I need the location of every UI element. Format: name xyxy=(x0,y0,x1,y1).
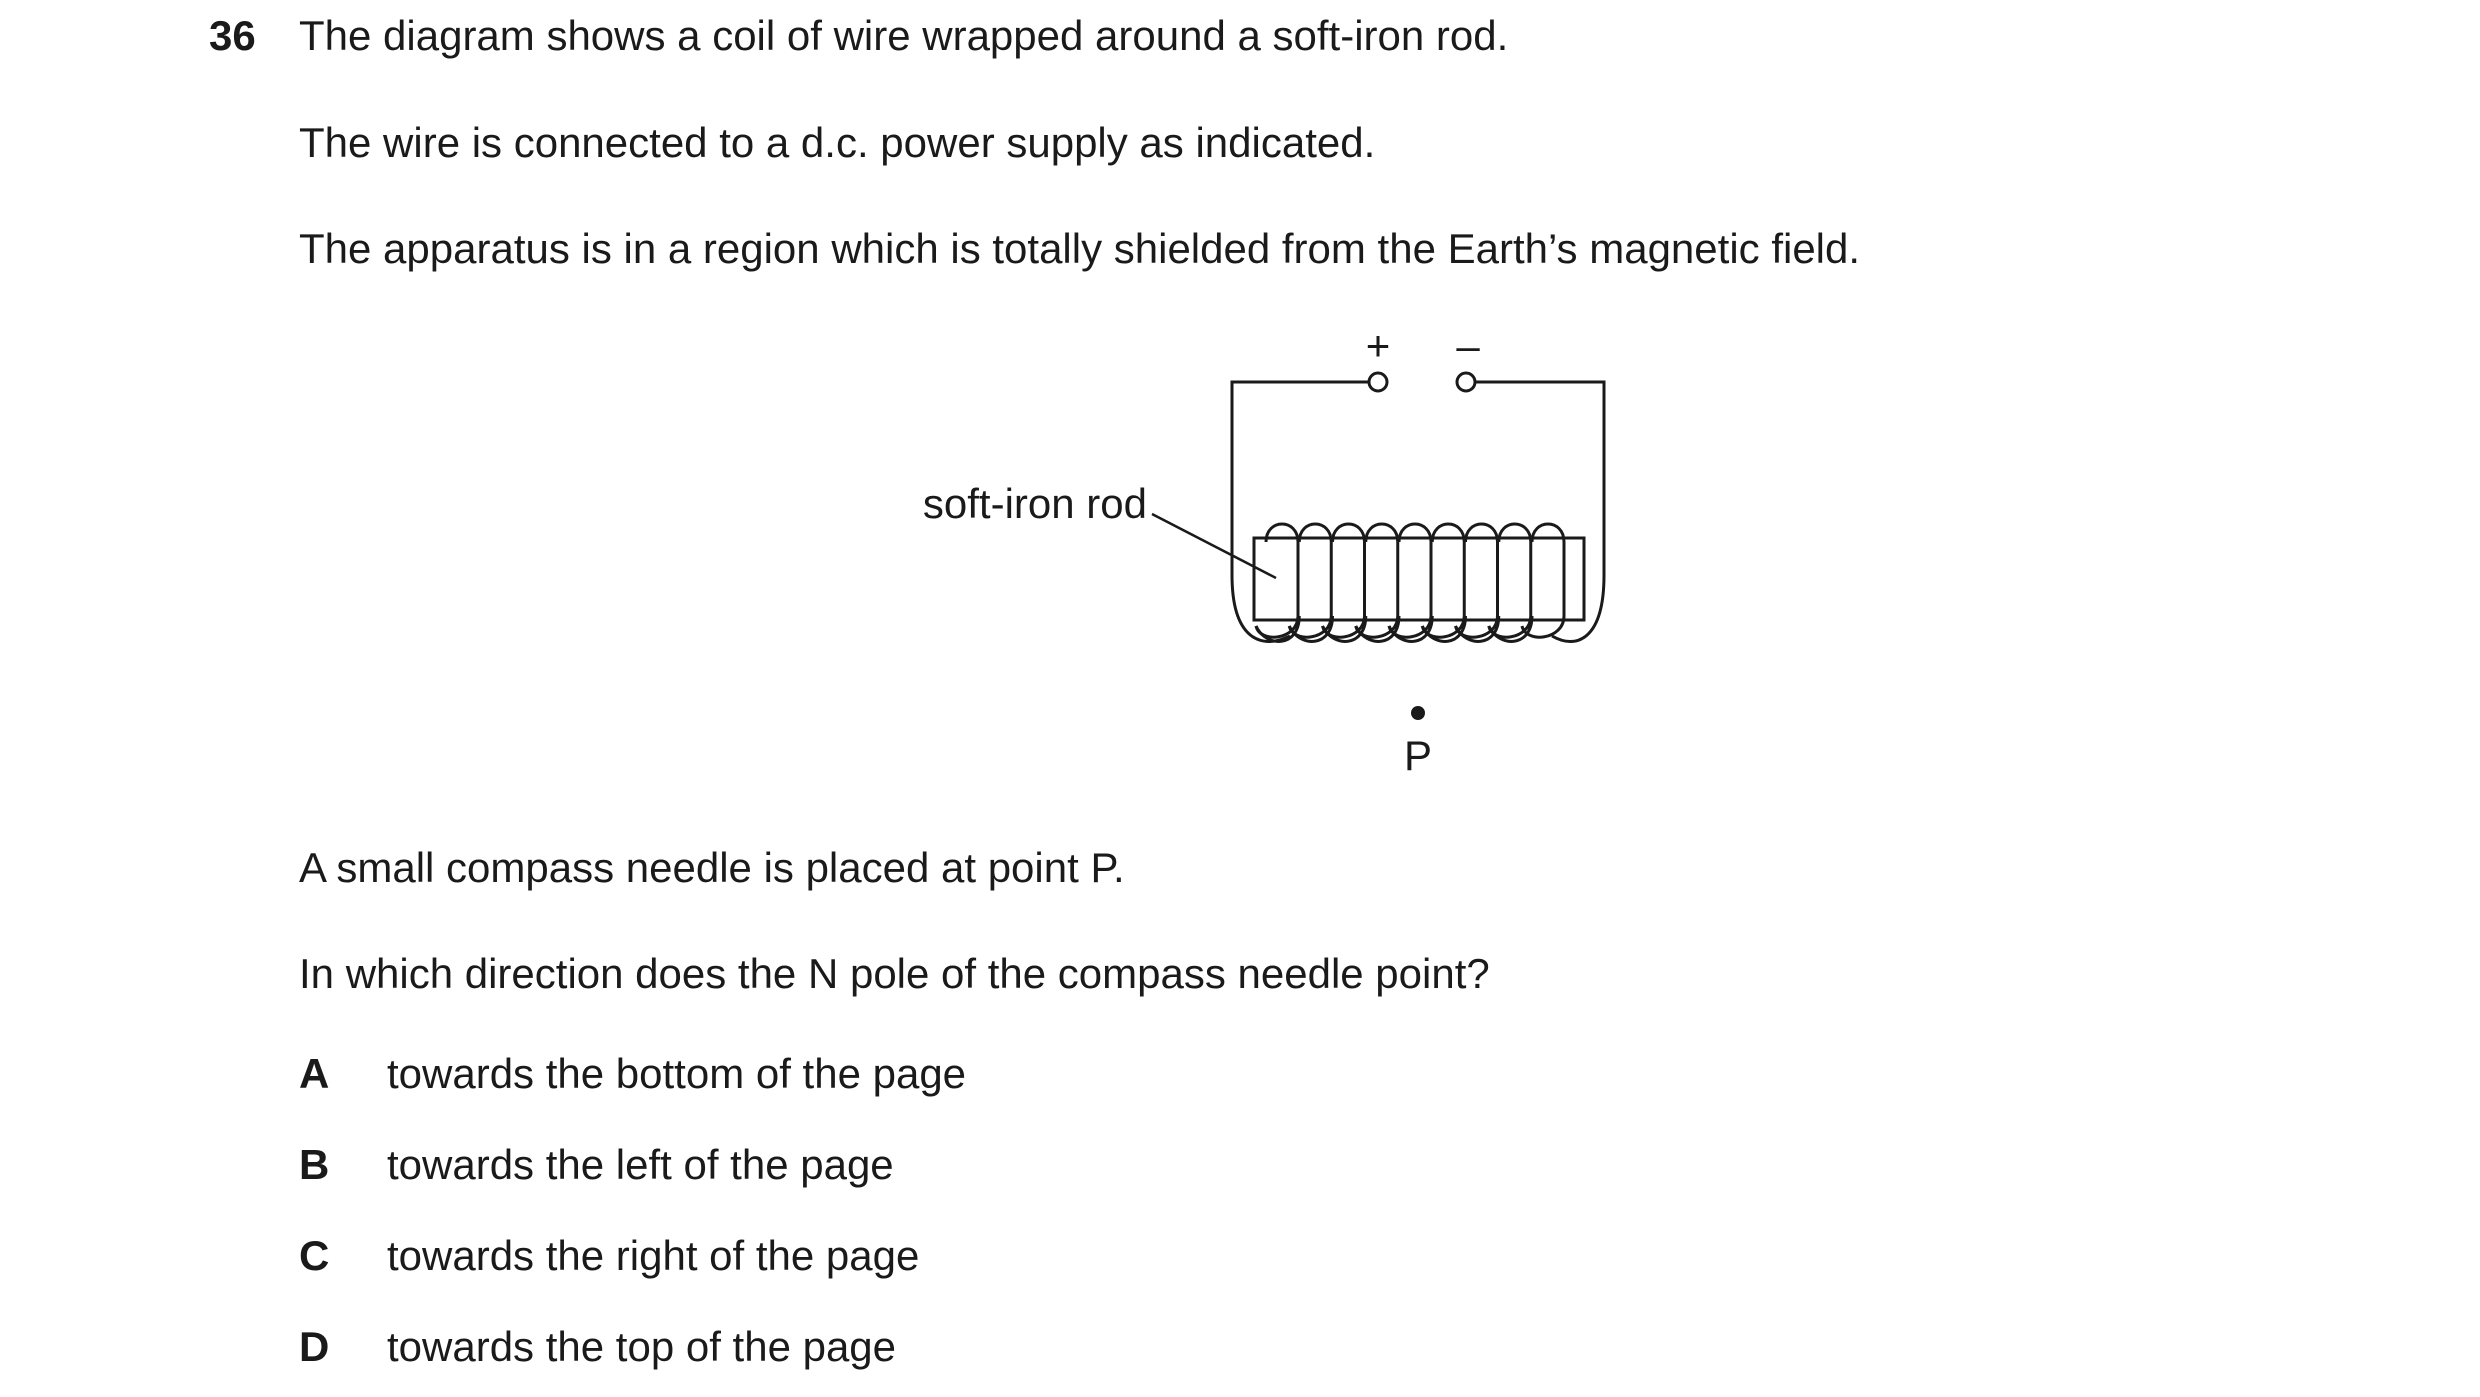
option-a-letter: A xyxy=(299,1050,330,1097)
point-p-label: P xyxy=(1403,732,1433,779)
question-line-5: In which direction does the N pole of the compass needle point? xyxy=(299,950,1490,997)
question-number: 36 xyxy=(209,12,256,59)
question-line-2: The wire is connected to a d.c. power supply as indicated. xyxy=(299,119,1376,166)
option-a-text: towards the bottom of the page xyxy=(387,1050,967,1097)
option-c-letter: C xyxy=(299,1232,330,1279)
positive-terminal xyxy=(1369,373,1387,391)
question-line-3: The apparatus is in a region which is totally shielded from the Earth’s magnetic field. xyxy=(299,225,1861,272)
question-line-4: A small compass needle is placed at point P. xyxy=(299,844,1125,891)
soft-iron-rod xyxy=(1254,538,1584,620)
option-b-text: towards the left of the page xyxy=(387,1141,894,1188)
question-line-1: The diagram shows a coil of wire wrapped around a soft-iron rod. xyxy=(299,12,1509,59)
rod-label: soft-iron rod xyxy=(922,480,1147,527)
point-p-dot xyxy=(1411,706,1425,720)
option-b-letter: B xyxy=(299,1141,330,1188)
negative-sign: – xyxy=(1456,322,1480,369)
positive-sign: + xyxy=(1365,322,1391,369)
option-c-text: towards the right of the page xyxy=(387,1232,920,1279)
option-d-text: towards the top of the page xyxy=(387,1323,897,1370)
negative-terminal xyxy=(1457,373,1475,391)
option-d-letter: D xyxy=(299,1323,330,1370)
